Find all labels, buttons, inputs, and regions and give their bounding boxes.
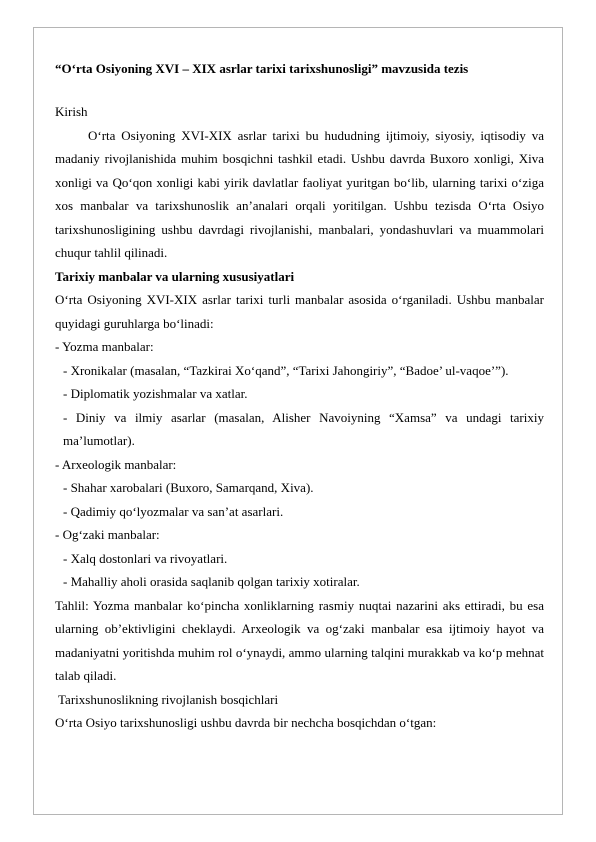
document-body [55,60,544,735]
section-heading-sources: Tarixiy manbalar va ularning xususiyatlari [55,268,295,284]
list-item: - Mahalliy aholi orasida saqlanib qolgan tarixiy xotiralar. [63,574,360,589]
sources-paragraph: O‘rta Osiyoning XVI-XIX asrlar tarixi turli manbalar asosida o‘rganiladi. Ushbu manbalar quyidagi guruhlarga bo‘linadi: [55,292,544,331]
oral-sources-label: - Og‘zaki manbalar: [55,527,160,542]
section-heading-stages: Tarixshunoslikning rivojlanish bosqichlari [55,691,279,707]
archaeological-sources-label: - Arxeologik manbalar: [55,456,177,472]
written-sources-label: - Yozma manbalar: [55,339,154,354]
stages-paragraph: O‘rta Osiyo tarixshunosligi ushbu davrda bir nechcha bosqichdan o‘tgan: [55,715,437,730]
list-item: - Shahar xarobalari (Buxoro, Samarqand, Xiva). [63,480,314,495]
intro-label: Kirish [55,104,88,119]
analysis-paragraph: Tahlil: Yozma manbalar ko‘pincha xonliklarning rasmiy nuqtai nazarini aks ettiradi, bu esa ularning ob’ektivligini cheklaydi. Arxeologik va og‘zaki manbalar esa ijtimoiy hayot va madaniyatni yoritishda muhim rol o‘ynaydi, ammo ularning talqini murakkab va ko‘p mehnat talab qiladi. [55,597,544,683]
intro-paragraph: O‘rta Osiyoning XVI-XIX asrlar tarixi bu hududning ijtimoiy, siyosiy, iqtisodiy va madaniy rivojlanishida muhim bosqichni tashkil etadi. Ushbu davrda Buxoro xonligi, Xiva xonligi va Qo‘qon xonligi kabi yirik davlatlar faoliyat yuritgan bo‘lib, ularning tarixi o‘ziga xos manbalar va tarixshunoslik an’analari orqali yoritilgan. Ushbu tezisda O‘rta Osiyo tarixshunosligining ushbu davrdagi rivojlanishi, manbalari, yondashuvlari va muammolari chuqur tahlil qilinadi. [55,127,544,260]
list-item: - Qadimiy qo‘lyozmalar va san’at asarlari. [63,503,284,519]
list-item: - Diplomatik yozishmalar va xatlar. [63,386,248,401]
document-title: “O‘rta Osiyoning XVI – XIX asrlar tarixi tarixshunosligi” mavzusida tezis [55,61,469,76]
list-item: - Xronikalar (masalan, “Tazkirai Xo‘qand”, “Tarixi Jahongiriy”, “Badoe’ ul-vaqoe’”). [63,362,509,378]
list-item: - Xalq dostonlari va rivoyatlari. [63,550,228,566]
list-item: - Diniy va ilmiy asarlar (masalan, Alisher Navoiyning “Xamsa” va undagi tarixiy ma’lumotlar). [63,409,544,448]
